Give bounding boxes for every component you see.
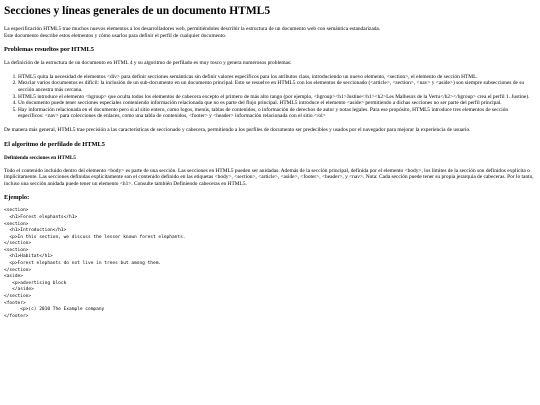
problem-item: 1. HTML5 quita la necesidad de elementos <div> para definir secciones semánticas sin definir valores específicos para los atributos class, introduciendo un nuevo elemento, <section>, el elemento de sección HTML. xyxy=(18,74,534,81)
sections-heading: Definiendo secciones en HTML5 xyxy=(4,154,76,161)
algorithm-heading: El algoritmo de perfilado de HTML5 xyxy=(4,140,106,148)
problems-list xyxy=(4,74,534,120)
sections-paragraph: Todo el contenido incluido dentro del elemento <body> es parte de una sección. Las secciones en HTML5 pueden ser anidadas. Además de la sección principal, definida por el elemento <body>, los límites de la sección son definidos explícita o implícitamente. Las secciones definidas explícitamente son el contenido definido en las etiquetas <body>, <section>, <article>, <aside>, <footer>, <header>, y <nav>. Nota: Cada sección puede tener su propia jerarquía de cabeceras. Por lo tanto, incluso una sección anidada puede tener un elemento <h1>. Consulte también Definiendo cabeceras en HTML5. xyxy=(4,167,534,187)
intro-line-1: La especificación HTML5 trae muchos nuevos elementos a los desarrolladores web, permitiéndoles describir la estructura de un documento web con semántica estandarizada. xyxy=(4,26,381,32)
example-code-block: <section> <h1>Forest elephants</h1> <section> <h1>Introduction</h1> <p>In this section, we discuss the lesser known forest elephants. </section> <section> <h1>Habitat</h1> <p>Forest elephants do not live in trees but among them. </section> <aside> <p>advertising block </aside> </section> <footer> <p>(c) 2010 The Example company </footer> xyxy=(4,208,186,319)
problem-item: 2. Mezclar varios documentos es difícil: la inclusión de un sub-documento en un documento principal. Esto se resuelve en HTML5 con los elementos de seccionado (<article>, <section>, <nav> y <aside>) son siempre subsecciones de su sección ancestra más cercana. xyxy=(18,80,534,93)
document-title: Secciones y líneas generales de un documento HTML5 xyxy=(4,5,271,17)
problems-intro: La definición de la estructura de un documento en HTML 4 y su algoritmo de perfilado es muy tosco y genera numerosos problemas: xyxy=(4,60,292,67)
problem-item: 5. Hay información relacionada en el documento pero si al sitio entero, como logos, menús, tablas de contenidos, o información de derechos de autor y notas legales. Para ese propósito, HTML5 introduce tres elementos de sección específicos: <nav> para colecciones de enlaces, como una tabla de contenidos, <footer> y <header> información relacionada con el sitio.</ol> xyxy=(18,107,534,120)
problem-item: 4. Un documento puede tener secciones especiales conteniendo información relacionada que no es parte del flujo principal. HTML5 introduce el elemento <aside> permitiendo a dichas secciones no ser parte del perfil principal. xyxy=(18,100,534,107)
example-heading: Ejemplo: xyxy=(4,194,30,202)
problem-item: 3. HTML5 introduce el elemento <hgroup> que oculta todos los elementos de cabecera excepto el primero de más alto rango (por ejemplo, <hgroup><h1>Justine</h1><h2>Les Malheurs de la Vertu</h2></hgroup> crea el perfil 1. Justine). xyxy=(18,94,534,101)
problems-heading: Problemas resueltos por HTML5 xyxy=(4,46,94,54)
intro-line-2: Este documento describe estos elementos y cómo usarlos para definir el perfil de cualquier documento. xyxy=(4,32,227,39)
intro-paragraph xyxy=(4,26,534,39)
problems-conclusion: De manera más general, HTML5 trae precisión a las características de seccionado y cabecera, permitiendo a los perfiles de documento ser predecibles y usados por el navegador para mejorar la experiencia de usuario. xyxy=(4,126,471,133)
